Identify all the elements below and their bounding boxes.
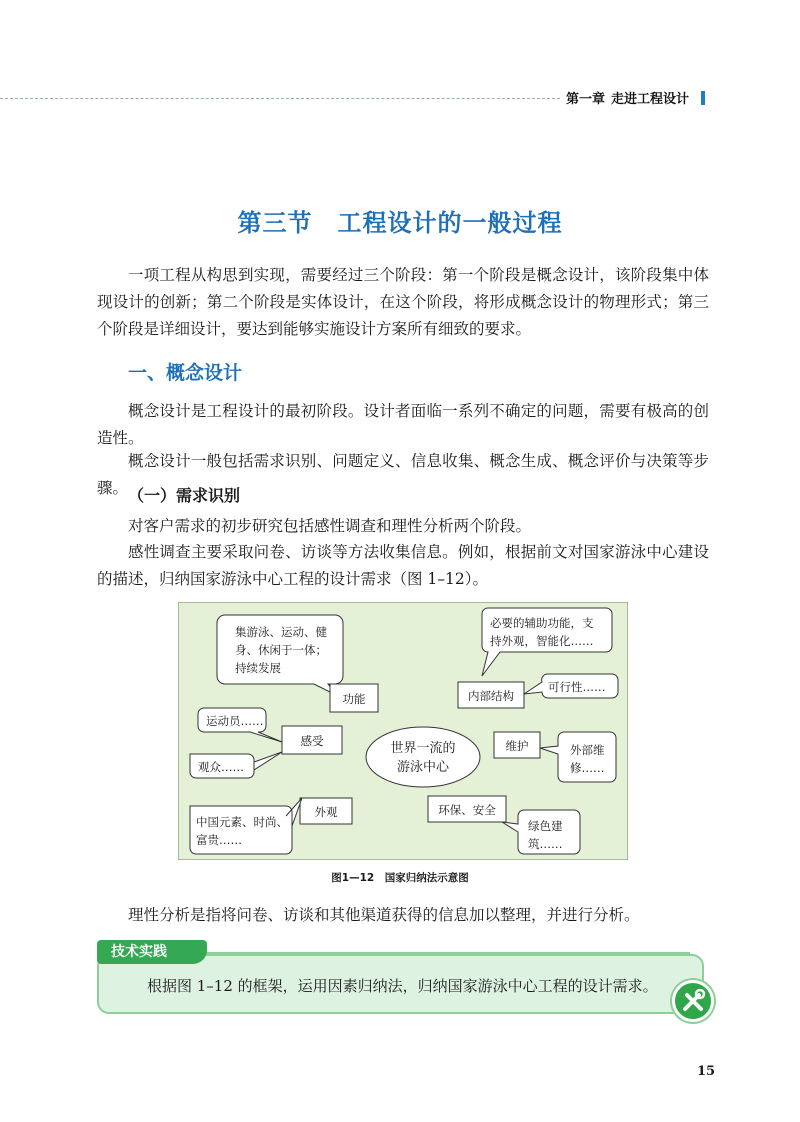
intro-paragraph: 一项工程从构思到实现，需要经过三个阶段：第一个阶段是概念设计，该阶段集中体现设计的创新；第二个阶段是实体设计，在这个阶段，将形成概念设计的物理形式；第三个阶段是详细设计，要达到能够实施设计方案所有细致的要求。 (97, 266, 709, 338)
feeling-label: 感受 (300, 734, 324, 748)
internal-feasibility: 可行性…… (548, 680, 606, 694)
para-concept-2: 概念设计一般包括需求识别、问题定义、信息收集、概念生成、概念评价与决策等步骤。 (97, 452, 709, 497)
header-marker (701, 91, 705, 105)
figure-1-12 (178, 602, 628, 860)
para-rational: 理性分析是指将问卷、访谈和其他渠道获得的信息加以整理，并进行分析。 (128, 906, 640, 924)
appearance-detail-2: 富贵…… (196, 833, 242, 847)
tools-icon (672, 980, 714, 1022)
page-number: 15 (697, 1064, 716, 1079)
internal-label: 内部结构 (468, 689, 514, 703)
practice-tag: 技术实践 (97, 940, 207, 964)
section-title: 第三节 工程设计的一般过程 (237, 209, 563, 237)
heading-concept-design: 一、概念设计 (128, 362, 243, 384)
environment-detail-1: 绿色建 (528, 819, 563, 833)
internal-detail-2: 持外观，智能化…… (490, 634, 594, 648)
para-need-2: 感性调查主要采取问卷、访谈等方法收集信息。例如，根据前文对国家游泳中心建设的描述，归纳国家游泳中心工程的设计需求（图 1–12）。 (97, 543, 709, 588)
practice-tag-line (200, 952, 690, 955)
environment-detail-2: 筑…… (528, 837, 563, 851)
maintenance-detail-1: 外部维 (570, 743, 605, 757)
maintenance-label: 维护 (505, 739, 529, 753)
running-header (566, 88, 705, 107)
function-label: 功能 (342, 692, 366, 706)
chapter-number: 第一章 (566, 92, 606, 107)
function-detail-1: 集游泳、运动、健 (235, 625, 327, 639)
internal-detail-1: 必要的辅助功能，支 (490, 616, 594, 630)
induction-diagram (178, 602, 628, 860)
figure-caption: 图1—12 国家归纳法示意图 (331, 872, 469, 884)
para-concept-1: 概念设计是工程设计的最初阶段。设计者面临一系列不确定的问题，需要有极高的创造性。 (97, 402, 709, 447)
practice-text: 根据图 1–12 的框架，运用因素归纳法，归纳国家游泳中心工程的设计需求。 (147, 977, 658, 995)
environment-label: 环保、安全 (438, 803, 496, 817)
feeling-audience: 观众…… (198, 760, 244, 774)
para-need-1: 对客户需求的初步研究包括感性调查和理性分析两个阶段。 (128, 517, 532, 535)
appearance-label: 外观 (314, 805, 338, 819)
chapter-title: 走进工程设计 (611, 92, 690, 107)
appearance-detail-1: 中国元素、时尚、 (196, 815, 288, 829)
center-line-2: 游泳中心 (396, 760, 450, 775)
feeling-athlete: 运动员…… (206, 714, 264, 728)
center-line-1: 世界一流的 (390, 741, 456, 756)
header-divider (0, 98, 560, 99)
maintenance-detail-2: 修…… (570, 761, 605, 775)
center-ellipse (366, 727, 480, 787)
function-detail-2: 身、休闲于一体； (235, 643, 327, 657)
function-detail-3: 持续发展 (235, 661, 281, 675)
heading-need-identification: （一）需求识别 (128, 486, 241, 505)
